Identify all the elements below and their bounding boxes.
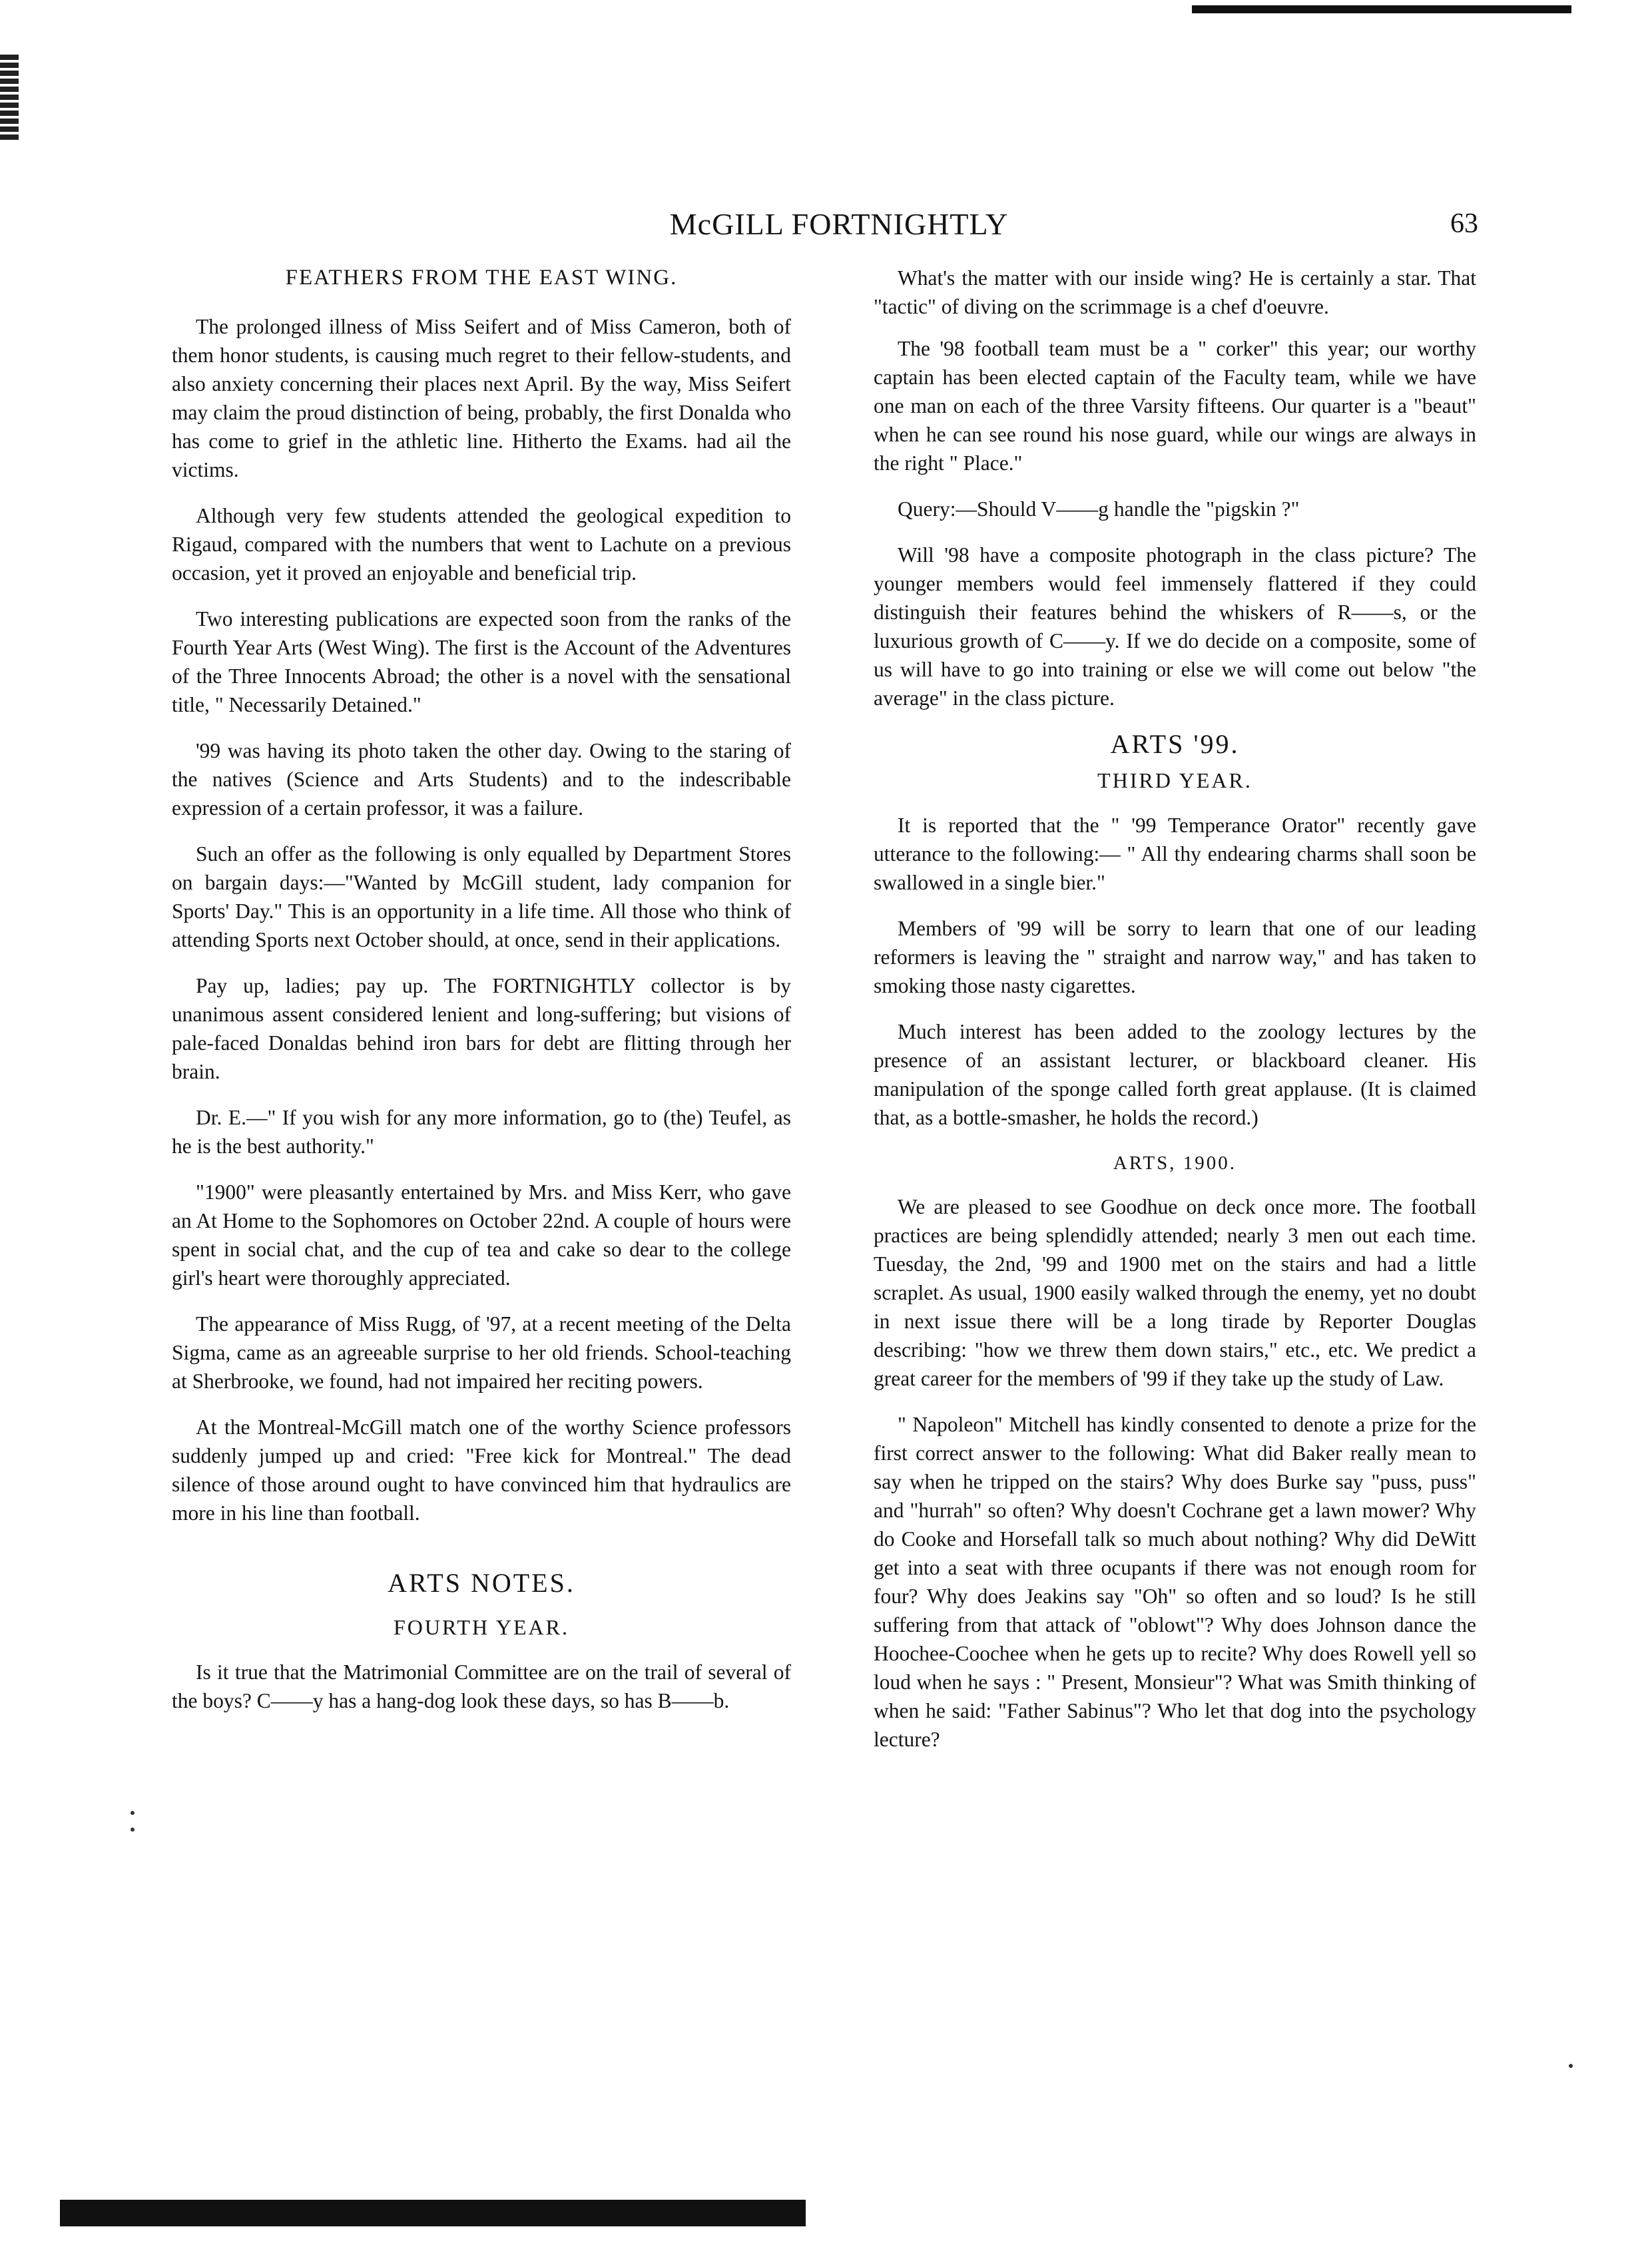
paragraph: What's the matter with our inside wing? He is certainly a star. That "tactic" of diving on the scrimmage is a chef d'oeuvre. bbox=[874, 266, 1476, 318]
paragraph: Dr. E.—" If you wish for any more information, go to (the) Teufel, as he is the best authority." bbox=[172, 1106, 791, 1158]
bottom-rule bbox=[60, 2200, 806, 2226]
paragraph: Two interesting publications are expected soon from the ranks of the Fourth Year Arts (West Wing). The first is the Account of the Adventures of the Three Innocents Abroad; the other is a novel with the sensational title, " Necessarily Detained." bbox=[172, 607, 791, 716]
speck bbox=[1569, 2064, 1573, 2068]
paragraph: We are pleased to see Goodhue on deck once more. The football practices are being splendidly attended; nearly 3 men out each time. Tuesday, the 2nd, '99 and 1900 met on the stairs and had a little scraplet. As usual, 1900 easily walked through the enemy, yet no doubt in next issue there will be a long tirade by Reporter Douglas describing: "how we threw them down stairs," etc., etc. We predict a great career for the members of '99 if they take up the study of Law. bbox=[874, 1195, 1476, 1390]
right-column bbox=[874, 264, 1476, 1771]
paragraph: Pay up, ladies; pay up. The FORTNIGHTLY collector is by unanimous assent considered lenient and long-suffering; but visions of pale-faced Donaldas behind iron bars for debt are flitting through her brain. bbox=[172, 974, 791, 1083]
paragraph: '99 was having its photo taken the other day. Owing to the staring of the natives (Science and Arts Students) and to the indescribable expression of a certain professor, it was a failure. bbox=[172, 739, 791, 820]
paragraph: At the Montreal-McGill match one of the worthy Science professors suddenly jumped up and cried: "Free kick for Montreal." The dead silence of those around ought to have convinced him that hydraulics are more in his line than football. bbox=[172, 1415, 791, 1525]
section-heading-arts-99: ARTS '99. bbox=[1110, 729, 1240, 759]
paragraph: It is reported that the " '99 Temperance Orator" recently gave utterance to the following:— " All thy endearing charms shall soon be swallowed in a single bier." bbox=[874, 814, 1476, 894]
paragraph: Members of '99 will be sorry to learn that one of our leading reformers is leaving the " straight and narrow way," and has taken to smoking those nasty cigarettes. bbox=[874, 917, 1476, 997]
section-heading-arts-notes: ARTS NOTES. bbox=[388, 1568, 575, 1598]
left-column bbox=[172, 264, 791, 1732]
subheading-third-year: THIRD YEAR. bbox=[1097, 768, 1252, 792]
paragraph: Is it true that the Matrimonial Committee are on the trail of several of the boys? C——y has a hang-dog look these days, so has B——b. bbox=[172, 1660, 791, 1712]
paragraph: Will '98 have a composite photograph in the class picture? The younger members would feel immensely flattered if they could distinguish their features behind the whiskers of R——s, or the luxurious growth of C——y. If we do decide on a composite, some of us will have to go into training or else we will come out below "the average" in the class picture. bbox=[874, 543, 1476, 710]
paragraph: The appearance of Miss Rugg, of '97, at a recent meeting of the Delta Sigma, came as an agreeable surprise to her old friends. School-teaching at Sherbrooke, we found, had not impaired her reciting powers. bbox=[172, 1312, 791, 1393]
paragraph: Although very few students attended the geological expedition to Rigaud, compared with the numbers that went to Lachute on a previous occasion, yet it proved an enjoyable and beneficial trip. bbox=[172, 504, 791, 585]
top-rule bbox=[1192, 5, 1571, 13]
paragraph: " Napoleon" Mitchell has kindly consented to denote a prize for the first correct answer to the following: What did Baker really mean to say when he tripped on the stairs? Why does Burke say "puss, puss" and "hurrah" so often? Why doesn't Cochrane get a lawn mower? Why do Cooke and Horsefall talk so much about nothing? Why did DeWitt get into a seat with three ocupants if there was not enough room for four? Why does Jeakins say "Oh" so often and so loud? Is he still suffering from that attack of "oblowt"? Why does Johnson dance the Hoochee-Coochee when he gets up to recite? Why does Rowell yell so loud when he says : " Present, Monsieur"? What was Smith thinking of when he said: "Father Sabinus"? Who let that dog into the psychology lecture? bbox=[874, 1413, 1476, 1751]
page-header-title: McGILL FORTNIGHTLY bbox=[669, 207, 1009, 241]
paragraph: "1900" were pleasantly entertained by Mrs. and Miss Kerr, who gave an At Home to the Sophomores on October 22nd. A couple of hours were spent in social chat, and the cup of tea and cake so dear to the college girl's heart were thoroughly appreciated. bbox=[172, 1180, 791, 1290]
section-heading-feathers: FEATHERS FROM THE EAST WING. bbox=[285, 266, 678, 290]
subheading-fourth-year: FOURTH YEAR. bbox=[393, 1615, 569, 1639]
speck bbox=[131, 1828, 135, 1832]
paragraph: The prolonged illness of Miss Seifert and of Miss Cameron, both of them honor students, is causing much regret to their fellow-students, and also anxiety concerning their places next April. By the way, Miss Seifert may claim the proud distinction of being, probably, the first Donalda who has come to grief in the athletic line. Hitherto the Exams. had ail the victims. bbox=[172, 315, 791, 481]
binding-mark bbox=[0, 55, 19, 141]
speck bbox=[131, 1811, 135, 1815]
paragraph: Much interest has been added to the zoology lectures by the presence of an assistant lecturer, or blackboard cleaner. His manipulation of the sponge called forth great applause. (It is claimed that, as a bottle-smasher, he holds the record.) bbox=[874, 1020, 1476, 1129]
subheading-arts-1900: ARTS, 1900. bbox=[1113, 1152, 1237, 1174]
paragraph: Such an offer as the following is only equalled by Department Stores on bargain days:—"Wanted by McGill student, lady companion for Sports' Day." This is an opportunity in a life time. All those who think of attending Sports next October should, at once, send in their applications. bbox=[172, 842, 791, 951]
paragraph: The '98 football team must be a " corker" this year; our worthy captain has been elected captain of the Faculty team, while we have one man on each of the three Varsity fifteens. Our quarter is a "beaut" when he can see round his nose guard, while our wings are always in the right " Place." bbox=[874, 337, 1476, 475]
paragraph: Query:—Should V——g handle the "pigskin ?" bbox=[898, 497, 1300, 521]
page-number: 63 bbox=[1450, 208, 1478, 239]
